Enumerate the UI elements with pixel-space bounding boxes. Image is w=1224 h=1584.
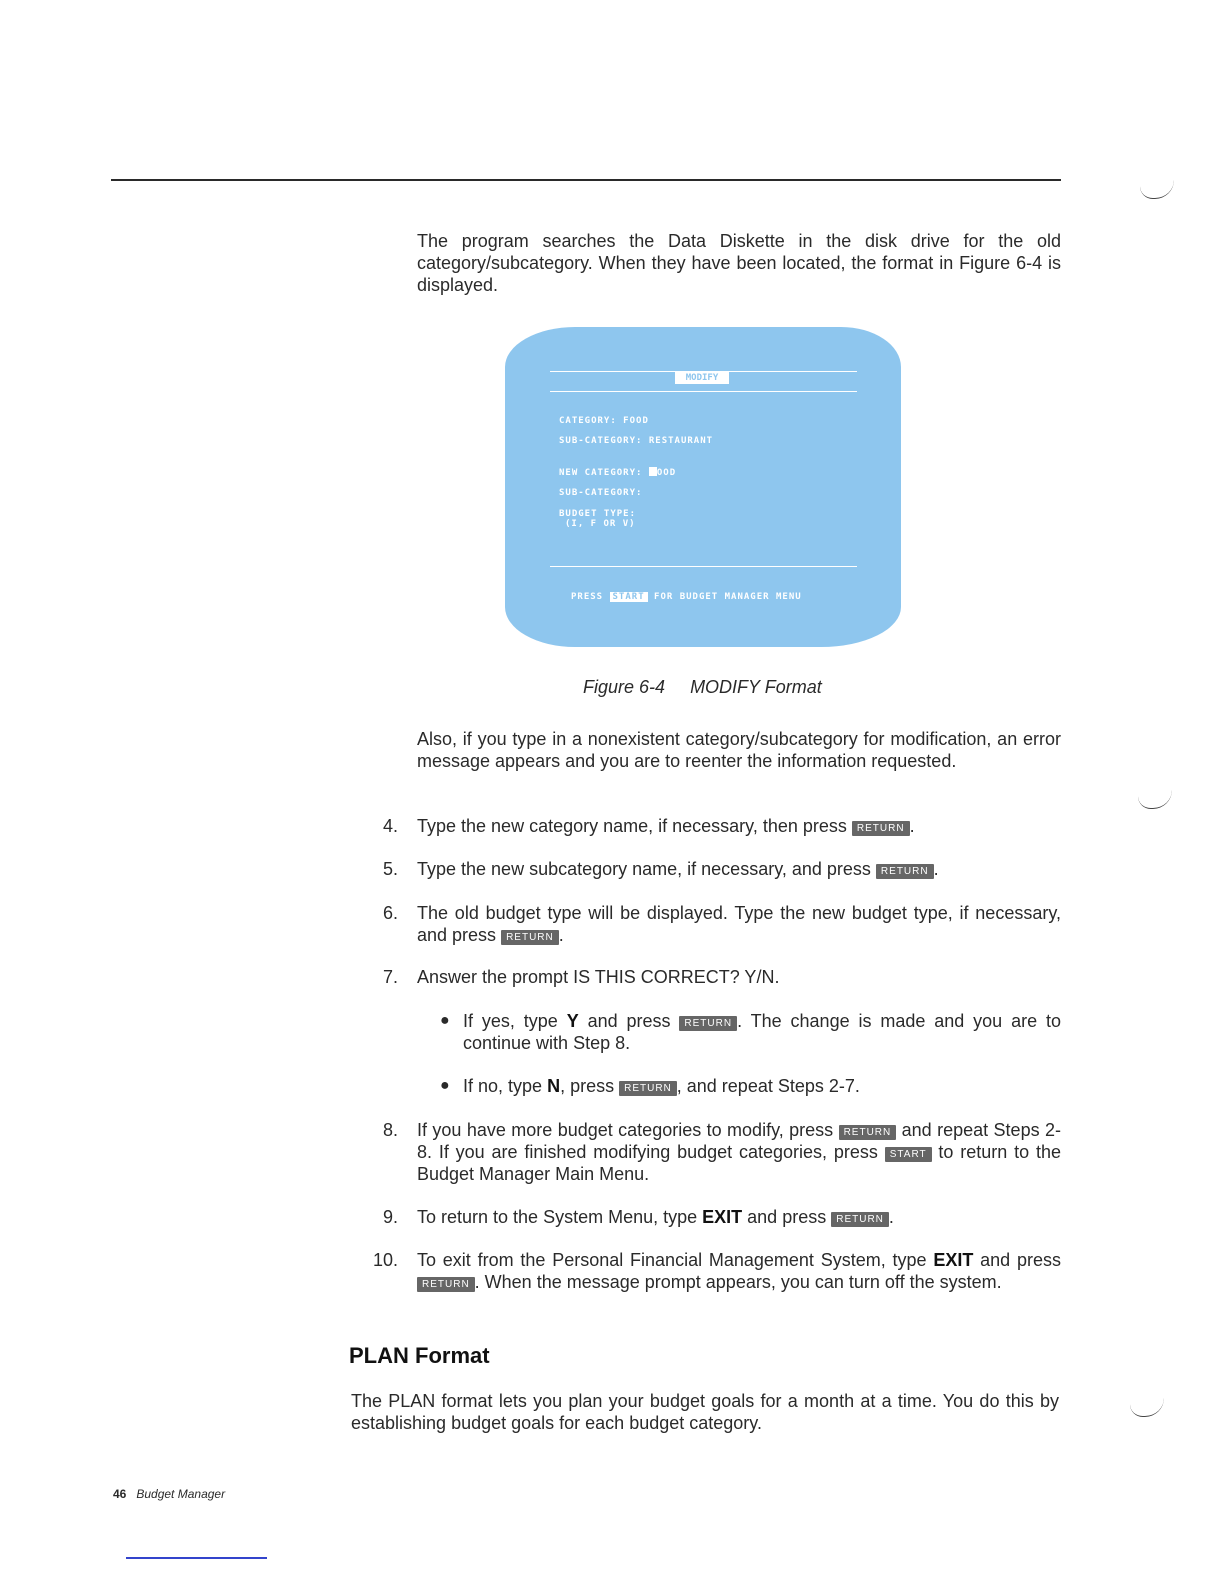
screen-new-subcategory: SUB-CATEGORY: [559, 488, 643, 498]
plan-paragraph: The PLAN format lets you plan your budget goals for a month at a time. You do this by establishing budget goals for each budget category. [351, 1391, 1059, 1433]
key-y: Y [566, 1011, 579, 1031]
screen-bottom-rule [550, 566, 857, 567]
bullet-dot: ● [440, 1077, 450, 1094]
figure-title: MODIFY Format [690, 677, 822, 697]
exit-command: EXIT [702, 1207, 743, 1227]
step-text-a: Type the new category name, if necessary, then press [417, 816, 852, 836]
screen-footer-rest: FOR BUDGET MANAGER MENU [647, 592, 802, 602]
step-text-a: Type the new subcategory name, if necessary, and press [417, 859, 876, 879]
screen-cursor [649, 467, 657, 476]
binder-hole-mark [1140, 180, 1174, 199]
bullet-text-b: and press [578, 1011, 680, 1031]
step-text [417, 1119, 1061, 1185]
top-rule [111, 179, 1061, 181]
step-number: 8. [382, 1120, 398, 1140]
step-text [417, 1249, 1061, 1293]
intro-paragraph: The program searches the Data Diskette in the disk drive for the old category/subcategory. When they have been located, the format in Figure 6-4 is displayed. [417, 231, 1061, 295]
screen-new-category-label: NEW CATEGORY: [559, 468, 649, 478]
key-n: N [547, 1076, 561, 1096]
return-key: RETURN [501, 930, 559, 945]
screen-footer-press: PRESS [571, 592, 610, 602]
step-text-c: . [888, 1207, 894, 1227]
screen-new-category-value: OOD [656, 468, 677, 478]
step-text [417, 902, 1061, 946]
step-number: 10. [372, 1250, 398, 1270]
screen-title-rule [550, 391, 857, 392]
screen-subcategory: SUB-CATEGORY: RESTAURANT [559, 436, 714, 446]
screen-new-category [559, 467, 676, 478]
step-text [417, 858, 1061, 880]
bottom-rule [126, 1557, 267, 1559]
step-text-a: If you have more budget categories to modify, press [417, 1120, 839, 1140]
page-number: 46 [113, 1487, 127, 1501]
step-text-c: to return to the Budget Manager Main Menu. [417, 1142, 1061, 1184]
bullet-text-c: , and repeat Steps 2-7. [676, 1076, 860, 1096]
step-number: 9. [382, 1207, 398, 1227]
step-text-a: To return to the System Menu, type [417, 1207, 703, 1227]
screen-title: MODIFY [675, 372, 729, 384]
step-text-c: . When the message prompt appears, you can turn off the system. [474, 1272, 1002, 1292]
step-number: 4. [382, 816, 398, 836]
step-text-b: and press [973, 1250, 1061, 1270]
binder-hole-mark [1138, 790, 1172, 809]
also-paragraph: Also, if you type in a nonexistent category/subcategory for modification, an error message appears and you are to reenter the information requested. [417, 729, 1061, 771]
exit-command: EXIT [933, 1250, 974, 1270]
return-key: RETURN [876, 864, 934, 879]
screen-start-key: START [610, 592, 648, 602]
bullet-text-a: If yes, type [463, 1011, 567, 1031]
step-text [417, 815, 1061, 837]
step-text-b: and repeat Steps 2-8. If you are finished modifying budget categories, press [417, 1120, 1061, 1162]
step-number: 6. [382, 903, 398, 923]
screen-budget-type-options: (I, F OR V) [565, 519, 636, 529]
return-key: RETURN [831, 1212, 889, 1227]
step-text-end: . [558, 925, 564, 945]
modify-screen-figure [505, 327, 901, 647]
step-number: 7. [382, 967, 398, 987]
return-key: RETURN [619, 1081, 677, 1096]
step-text: Answer the prompt IS THIS CORRECT? Y/N. [417, 967, 780, 987]
return-key: RETURN [417, 1277, 475, 1292]
step-text-end: . [933, 859, 939, 879]
step-text-b: and press [742, 1207, 832, 1227]
bullet-text-a: If no, type [463, 1076, 548, 1096]
page-footer [113, 1486, 225, 1502]
bullet-text-c: . The change is made and you are to continue with Step 8. [463, 1011, 1061, 1053]
plan-heading: PLAN Format [349, 1343, 490, 1368]
start-key: START [885, 1147, 932, 1162]
step-text [417, 1206, 1061, 1228]
step-number: 5. [382, 859, 398, 879]
bullet-dot: ● [440, 1012, 450, 1029]
step-text-a: To exit from the Personal Financial Management System, type [417, 1250, 934, 1270]
binder-hole-mark [1130, 1398, 1164, 1417]
bullet-text-b: , press [560, 1076, 620, 1096]
step-text-end: . [909, 816, 915, 836]
step-text-a: The old budget type will be displayed. Type the new budget type, if necessary, and press [417, 903, 1061, 945]
figure-number: Figure 6-4 [583, 677, 666, 697]
bullet-text [463, 1010, 1061, 1054]
figure-caption [583, 676, 822, 698]
screen-budget-type: BUDGET TYPE: [559, 509, 637, 519]
return-key: RETURN [679, 1016, 737, 1031]
return-key: RETURN [852, 821, 910, 836]
return-key: RETURN [839, 1125, 897, 1140]
screen-category: CATEGORY: FOOD [559, 416, 649, 426]
screen-footer [571, 592, 802, 602]
running-title: Budget Manager [136, 1487, 226, 1501]
bullet-text [463, 1075, 1061, 1097]
